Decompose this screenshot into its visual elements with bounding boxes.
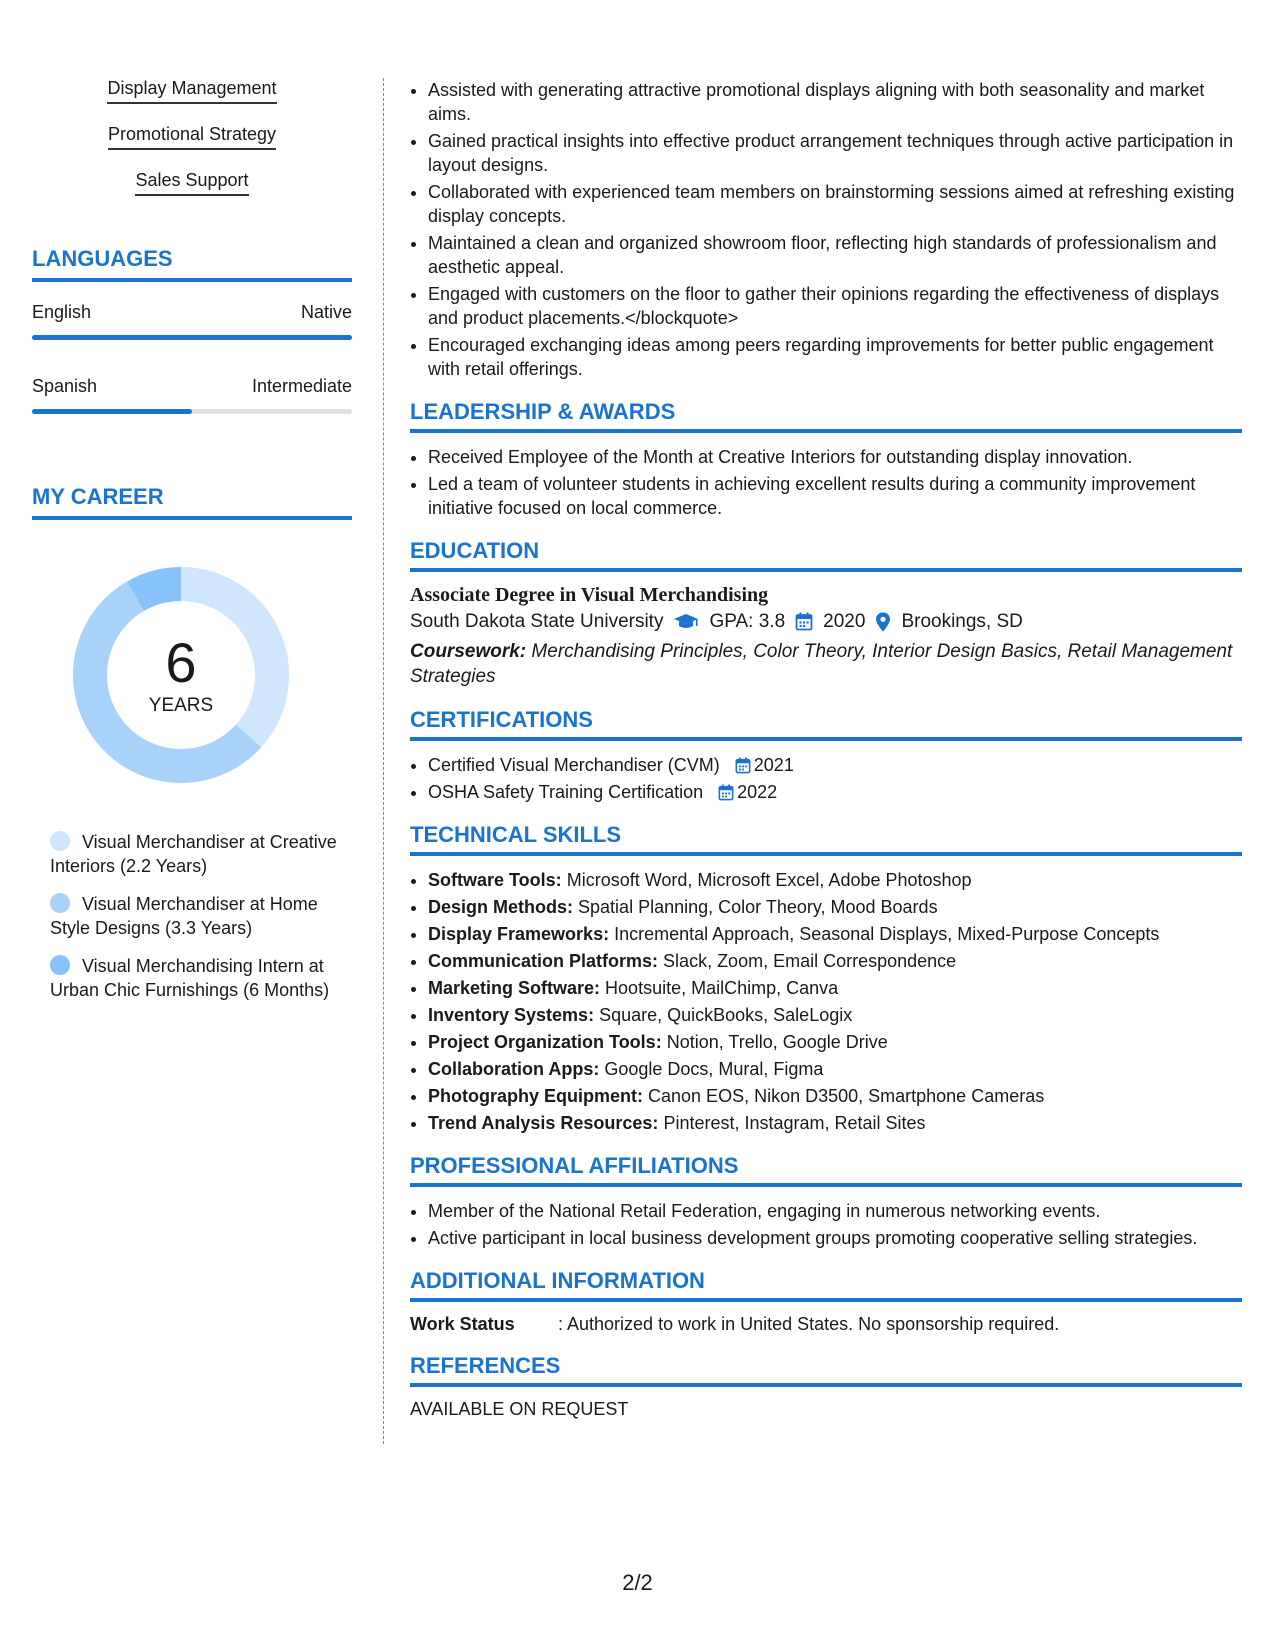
career-legend <box>50 830 340 1002</box>
list-item: • Gained practical insights into effective product arrangement techniques through active participation in layout designs. <box>428 129 1242 177</box>
work-status-row <box>410 1314 1242 1335</box>
gpa: GPA: 3.8 <box>709 611 786 632</box>
leadership-heading: LEADERSHIP & AWARDS <box>410 399 1242 433</box>
list-item <box>428 1030 1242 1054</box>
list-item <box>428 753 1242 777</box>
calendar-icon <box>795 611 813 633</box>
certification-year: 2022 <box>737 782 778 802</box>
legend-dot <box>50 955 70 975</box>
list-item <box>428 1084 1242 1108</box>
list-item: • Engaged with customers on the floor to gather their opinions regarding the effectiveness of displays and product placements.</blockquote> <box>428 282 1242 330</box>
sidebar <box>32 78 352 1016</box>
list-item <box>428 1057 1242 1081</box>
skill-label: Project Organization Tools: <box>428 1032 662 1052</box>
skill-label: Trend Analysis Resources: <box>428 1113 659 1133</box>
career-heading: MY CAREER <box>32 484 352 520</box>
graduation-year: 2020 <box>823 611 866 632</box>
language-item <box>32 302 352 340</box>
skill-value: Canon EOS, Nikon D3500, Smartphone Cameras <box>648 1086 1045 1106</box>
list-item <box>428 922 1242 946</box>
skill-value: Hootsuite, MailChimp, Canva <box>605 978 839 998</box>
references-text: AVAILABLE ON REQUEST <box>410 1399 629 1419</box>
coursework-label: Coursework: <box>410 641 527 662</box>
legend-dot <box>50 831 70 851</box>
school-name: South Dakota State University <box>410 611 664 632</box>
school-location: Brookings, SD <box>901 611 1023 632</box>
language-item <box>32 376 352 414</box>
skill-label: Marketing Software: <box>428 978 601 998</box>
certification-name: OSHA Safety Training Certification <box>428 782 704 802</box>
work-status-label: Work Status <box>410 1314 515 1334</box>
skill-value: Square, QuickBooks, SaleLogix <box>599 1005 853 1025</box>
language-bar-fill <box>32 335 352 340</box>
list-item: • Member of the National Retail Federation, engaging in numerous networking events. <box>428 1199 1242 1223</box>
list-item <box>428 976 1242 1000</box>
column-divider <box>383 78 384 1444</box>
work-status-value: : Authorized to work in United States. No sponsorship required. <box>558 1314 1060 1334</box>
affiliations-list <box>410 1199 1242 1250</box>
coursework <box>410 639 1242 689</box>
legend-item <box>50 830 340 878</box>
list-item <box>428 949 1242 973</box>
legend-dot <box>50 893 70 913</box>
career-total: 6 <box>165 631 197 694</box>
skill-label: Inventory Systems: <box>428 1005 595 1025</box>
list-item: • Received Employee of the Month at Creative Interiors for outstanding display innovation. <box>428 445 1242 469</box>
technical-skills-list <box>410 868 1242 1135</box>
list-item: • Led a team of volunteer students in achieving excellent results during a community improvement initiative focused on local commerce. <box>428 472 1242 520</box>
certification-year: 2021 <box>753 755 794 775</box>
skill-label: Collaboration Apps: <box>428 1059 600 1079</box>
legend-item <box>50 954 340 1002</box>
language-name: Spanish <box>32 376 98 396</box>
certification-name: Certified Visual Merchandiser (CVM) <box>428 755 720 775</box>
degree-title: Associate Degree in Visual Merchandising <box>410 584 769 606</box>
graduation-cap-icon <box>673 611 699 633</box>
language-level: Native <box>300 302 352 322</box>
affiliations-heading: PROFESSIONAL AFFILIATIONS <box>410 1153 1242 1187</box>
page-number: 2/2 <box>622 1570 653 1595</box>
skill-value: Incremental Approach, Seasonal Displays, Mixed-Purpose Concepts <box>614 924 1160 944</box>
legend-label: Visual Merchandising Intern at Urban Chic Furnishings (6 Months) <box>50 956 330 1000</box>
skill-label: Software Tools: <box>428 870 562 890</box>
skill-label: Design Methods: <box>428 897 574 917</box>
list-item: • Maintained a clean and organized showroom floor, reflecting high standards of professionalism and aesthetic appeal. <box>428 231 1242 279</box>
references-heading: REFERENCES <box>410 1353 1242 1387</box>
coursework-list: Merchandising Principles, Color Theory, Interior Design Basics, Retail Management Strategies <box>410 641 1233 687</box>
list-item: • Encouraged exchanging ideas among peers regarding improvements for better public engagement with retail offerings. <box>428 333 1242 381</box>
skill-label: Communication Platforms: <box>428 951 659 971</box>
skill-label: Photography Equipment: <box>428 1086 643 1106</box>
legend-item <box>50 892 340 940</box>
skill-tag: Promotional Strategy <box>108 124 276 150</box>
legend-label: Visual Merchandiser at Creative Interiors (2.2 Years) <box>50 832 337 876</box>
location-pin-icon <box>875 611 891 633</box>
skill-value: Pinterest, Instagram, Retail Sites <box>663 1113 926 1133</box>
calendar-icon <box>718 784 734 801</box>
career-unit: YEARS <box>148 695 214 716</box>
list-item: • Assisted with generating attractive promotional displays aligning with both seasonality and market aims. <box>428 78 1242 126</box>
list-item <box>428 868 1242 892</box>
career-donut <box>66 560 296 790</box>
skill-value: Google Docs, Mural, Figma <box>604 1059 824 1079</box>
education-heading: EDUCATION <box>410 538 1242 572</box>
additional-info-heading: ADDITIONAL INFORMATION <box>410 1268 1242 1302</box>
education-meta <box>410 611 1242 633</box>
languages-heading: LANGUAGES <box>32 246 352 282</box>
legend-label: Visual Merchandiser at Home Style Designs (3.3 Years) <box>50 894 318 938</box>
skill-value: Notion, Trello, Google Drive <box>666 1032 888 1052</box>
certifications-list <box>410 753 1242 804</box>
list-item <box>428 895 1242 919</box>
language-bar-fill <box>32 409 192 414</box>
list-item <box>428 1111 1242 1135</box>
technical-skills-heading: TECHNICAL SKILLS <box>410 822 1242 856</box>
skill-tag: Display Management <box>107 78 276 104</box>
calendar-icon <box>735 757 751 774</box>
language-bar <box>32 409 352 414</box>
list-item: • Active participant in local business development groups promoting cooperative selling strategies. <box>428 1226 1242 1250</box>
language-name: English <box>32 302 92 322</box>
list-item <box>428 1003 1242 1027</box>
experience-list <box>410 78 1242 381</box>
main-column <box>410 78 1242 1420</box>
skill-value: Spatial Planning, Color Theory, Mood Boards <box>578 897 938 917</box>
skill-label: Display Frameworks: <box>428 924 610 944</box>
list-item <box>428 780 1242 804</box>
list-item: • Collaborated with experienced team members on brainstorming sessions aimed at refreshing existing display concepts. <box>428 180 1242 228</box>
language-level: Intermediate <box>251 376 352 396</box>
certifications-heading: CERTIFICATIONS <box>410 707 1242 741</box>
skill-value: Slack, Zoom, Email Correspondence <box>663 951 957 971</box>
skill-value: Microsoft Word, Microsoft Excel, Adobe Photoshop <box>566 870 972 890</box>
skill-tag: Sales Support <box>135 170 248 196</box>
leadership-list <box>410 445 1242 520</box>
language-bar <box>32 335 352 340</box>
